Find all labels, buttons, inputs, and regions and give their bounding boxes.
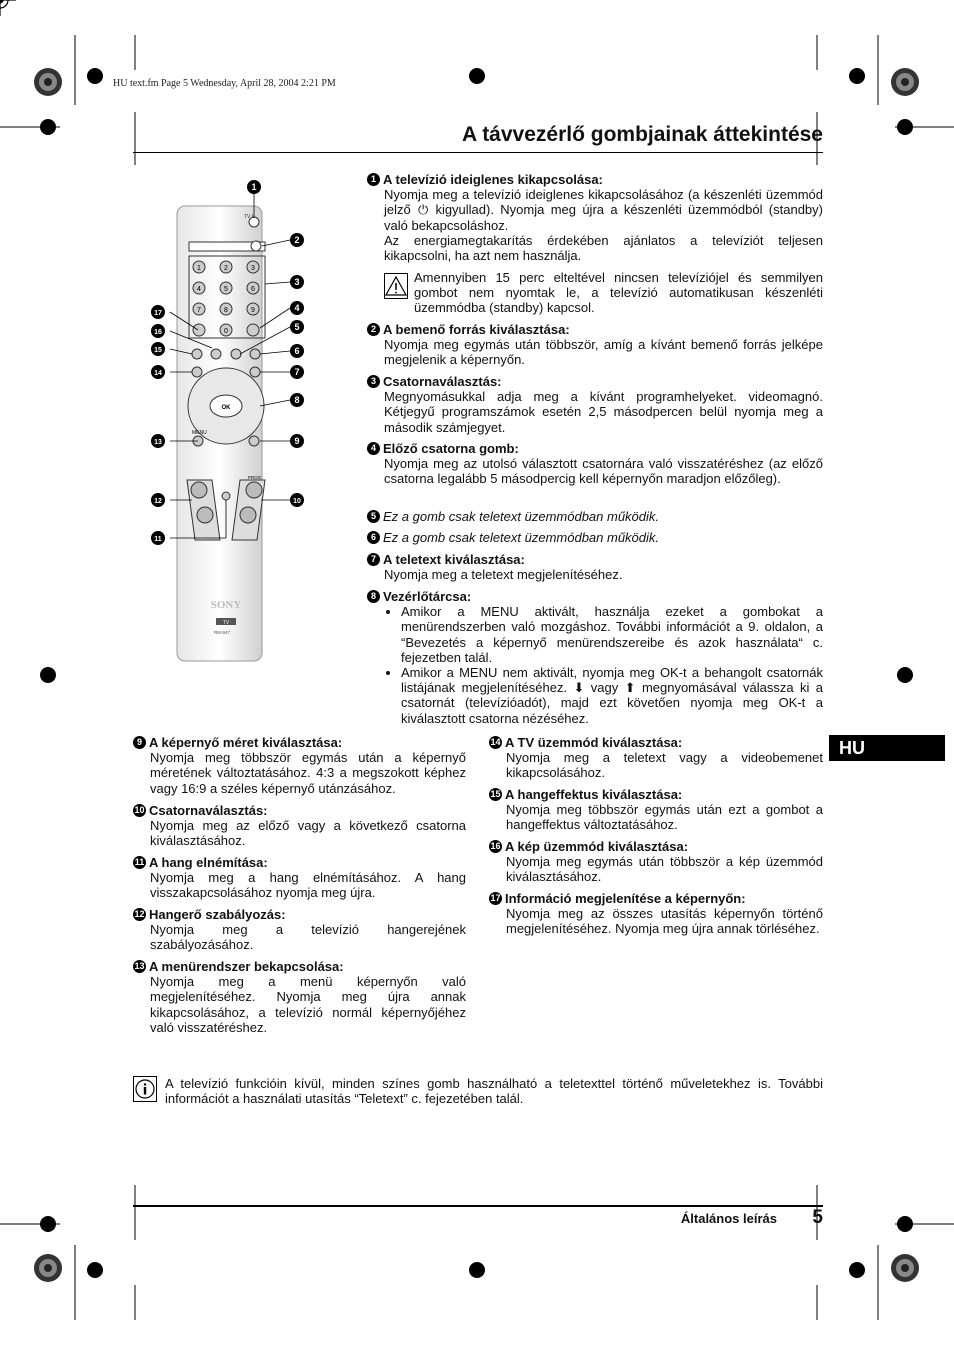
callout-12: 12 (154, 498, 162, 505)
key-6: 6 (251, 286, 255, 293)
remote-illustration (150, 178, 310, 668)
callout-14: 14 (154, 370, 162, 377)
list-item: • Amikor a MENU nem aktivált, nyomja meg OK-t a behangolt csatornák listájának megjelenítéséhez. ⬇ vagy ⬆ megnyomásával válassza ki a csatornát (televízióadót), majd ezt követően nyomja meg OK-t a kiválasztott csatorna nézéséhez. (401, 665, 823, 726)
section-14: 14 A TV üzemmód kiválasztása: Nyomja meg a teletext vagy a videobemenet kikapcsolásához. (490, 735, 823, 781)
key-1: 1 (197, 265, 201, 272)
callout-15: 15 (154, 347, 162, 354)
section-17: 17 Információ megjelenítése a képernyőn: Nyomja meg az összes utasítás képernyőn történő megjelenítéséhez. Nyomja meg újra annak törléséhez. (490, 891, 823, 937)
callout-4: 4 (294, 303, 300, 313)
section-10: 10 Csatornaválasztás: Nyomja meg az előző vagy a következő csatorna kiválasztásához. (134, 803, 466, 849)
section-body: Nyomja meg a televízió ideiglenes kikapcsolásához (a készenléti üzemmód jelző ⏻ kigyullad). Nyomja meg újra a készenléti üzemmódból (standby) való bekapcsoláshoz. Az energiamegtakarítás érdekében ajánlatos a televíziót teljesen kikapcsolni, ha azt nem használja. (384, 187, 823, 264)
callout-7: 7 (294, 367, 300, 377)
callout-1: 1 (251, 182, 257, 192)
section-7: 7 A teletext kiválasztása: Nyomja meg a teletext megjelenítéséhez. (367, 552, 823, 582)
footer-section: Általános leírás (680, 1211, 777, 1226)
section-12: 12 Hangerő szabályozás: Nyomja meg a televízió hangerejének szabályozásához. (134, 907, 466, 953)
file-header-note: HU text.fm Page 5 Wednesday, April 28, 2004 2:21 PM (113, 78, 336, 89)
ok-label: OK (221, 405, 231, 411)
info-note (133, 1076, 823, 1107)
warning-icon (384, 273, 408, 299)
section-11: 11 A hang elnémítása: Nyomja meg a hang elnémításához. A hang visszakapcsolásához nyomja meg újra. (134, 855, 466, 901)
page-number: 5 (812, 1207, 823, 1228)
standby-icon: ⏻ (417, 202, 429, 218)
key-3: 3 (251, 265, 255, 272)
callout-6: 6 (294, 346, 300, 356)
warning-text: Amennyiben 15 perc elteltével nincsen televíziójel és semmilyen gombot nem nyomtak le, a televízió automatikusan készenléti üzemmódba (standby) kapcsol. (414, 270, 823, 316)
model-label: RM-947 (213, 630, 231, 635)
key-4: 4 (197, 286, 201, 293)
callout-8: 8 (294, 395, 300, 405)
menu-label: MENU (192, 430, 207, 436)
callout-16: 16 (154, 329, 162, 336)
list-item: • Amikor a MENU aktivált, használja ezeket a gombokat a menürendszerben való mozgáshoz. További információt a 9. oldalon, a “Bevezetés a képernyő menürendszereibe és azok használata“ c. fejezetben talál. (401, 604, 823, 665)
tv-power-label: TV I/ (244, 214, 255, 220)
callout-10: 10 (293, 498, 301, 505)
key-7: 7 (197, 307, 201, 314)
callout-13: 13 (154, 439, 162, 446)
section-16: 16 A kép üzemmód kiválasztása: Nyomja meg egymás után többször a kép üzemmód kiválasztásához. (490, 839, 823, 885)
key-0: 0 (224, 328, 228, 335)
page-title: A távvezérlő gombjainak áttekintése (461, 123, 823, 146)
brand-logo: SONY (210, 599, 242, 611)
warning-note (384, 270, 823, 316)
callout-5: 5 (294, 322, 300, 332)
section-number: 1 (367, 173, 380, 186)
section-4: 4 Előző csatorna gomb: Nyomja meg az utolsó választott csatornára való visszatéréshez (az előző csatorna legalább 5 másodpercig kell képernyőn maradjon előzőleg). (367, 441, 823, 487)
callout-3: 3 (294, 277, 300, 287)
key-8: 8 (224, 307, 228, 314)
key-9: 9 (251, 307, 255, 314)
section-3: 3 Csatornaválasztás: Megnyomásukkal adja meg a kívánt programhelyeket. videomagnó. Kétjegyű programszámok esetén 2,5 másodpercen belül nyomja meg a második számjegyet. (367, 374, 823, 435)
section-6: 6 Ez a gomb csak teletext üzemmódban működik. (367, 530, 823, 545)
info-text: A televízió funkcióin kívül, minden színes gomb használható a teletexttel történő műveletekhez is. További információt a használati utasítás “Teletext” c. fejezetében talál. (165, 1076, 823, 1107)
callout-11: 11 (154, 536, 162, 543)
section-5: 5 Ez a gomb csak teletext üzemmódban működik. (367, 509, 823, 524)
info-icon (133, 1076, 157, 1102)
arrow-down-icon: ⬇ (573, 680, 585, 696)
key-5: 5 (224, 286, 228, 293)
footer-rule (133, 1205, 823, 1207)
section-8: 8 Vezérlőtárcsa: • Amikor a MENU aktivált, használja ezeket a gombokat a menürendszerben való mozgáshoz. További információt a 9. oldalon, a “Bevezetés a képernyő menürendszereibe és azok használata“ c. fejezetben talál. • Amikor a MENU nem aktivált, nyomja meg OK-t a behangolt csatornák listájának megjelenítéséhez. ⬇ vagy ⬆ megnyomásával válassza ki a csatornát (televízióadót), majd ezt követően nyomja meg OK-t a kiválasztott csatorna nézéséhez. (367, 589, 823, 726)
title-rule (133, 152, 823, 153)
section-2: 2 A bemenő forrás kiválasztása: Nyomja meg egymás után többször, amíg a kívánt bemenő forrás jelképe megjelenik a képernyőn. (367, 322, 823, 368)
tv-tag: TV (222, 620, 230, 626)
callout-9: 9 (294, 436, 300, 446)
language-tab: HU (829, 735, 945, 761)
section-13: 13 A menürendszer bekapcsolása: Nyomja meg a menü képernyőn való megjelenítéséhez. Nyomja meg újra annak kikapcsolásához, a televízió normál képernyőjéhez való visszatéréshez. (134, 959, 466, 1035)
callout-2: 2 (294, 235, 300, 245)
section-15: 15 A hangeffektus kiválasztása: Nyomja meg többször egymás után ezt a gombot a hangeffektus változtatásához. (490, 787, 823, 833)
section-9: 9 A képernyő méret kiválasztása: Nyomja meg többször egymás után a képernyő méretének változtatásához. 4:3 a megszokott képhez vagy 16:9 a széles képernyő utánzásához. (133, 735, 466, 796)
callout-17: 17 (154, 310, 162, 317)
section-heading: A televízió ideiglenes kikapcsolása: (383, 172, 603, 187)
section-1 (367, 172, 823, 263)
key-2: 2 (224, 265, 228, 272)
arrow-up-icon: ⬆ (624, 680, 636, 696)
prog-label: PROG (248, 475, 262, 480)
